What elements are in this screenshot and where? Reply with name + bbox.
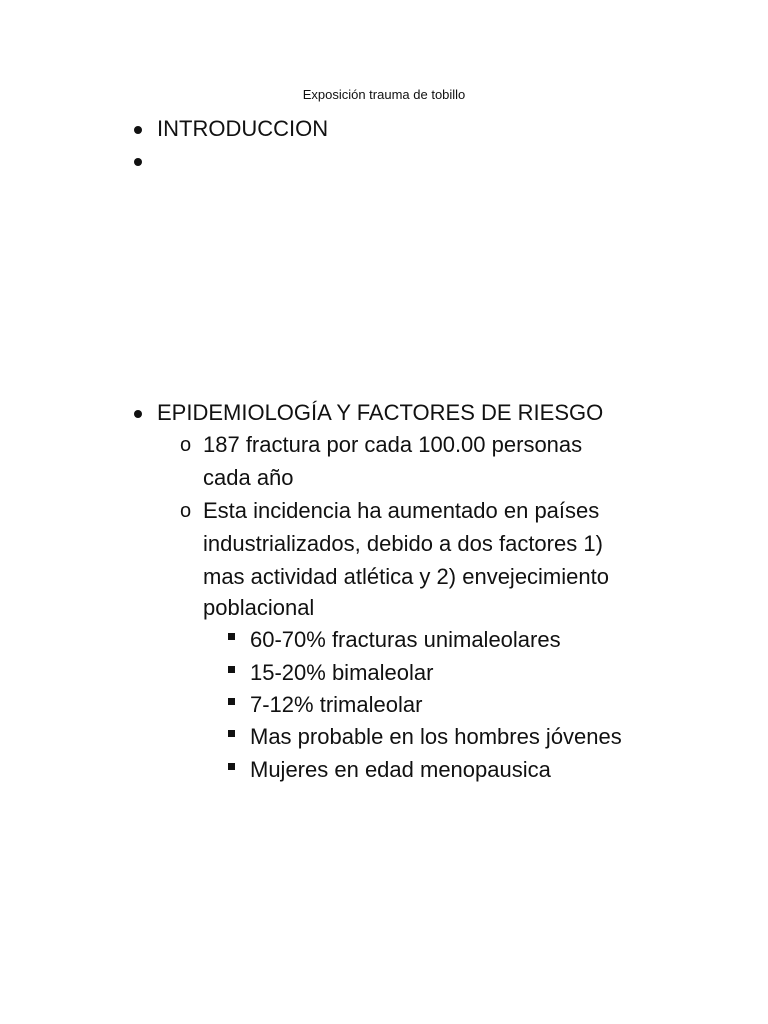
list-item-line: cada año <box>203 465 294 490</box>
sub-bullet-marker: o <box>180 434 192 456</box>
list-item-line: Esta incidencia ha aumentado en países <box>203 498 600 523</box>
list-subitem: 15-20% bimaleolar <box>250 660 434 685</box>
document-header: Exposición trauma de tobillo <box>302 87 466 102</box>
list-subitem: 7-12% trimaleolar <box>250 692 423 717</box>
list-subitem: Mas probable en los hombres jóvenes <box>250 724 622 749</box>
list-item-line: 187 fractura por cada 100.00 personas <box>203 432 583 457</box>
bullet-marker <box>134 126 142 134</box>
bullet-marker <box>134 410 142 418</box>
sub-bullet-marker: o <box>180 500 192 522</box>
section-title-introduccion: INTRODUCCION <box>157 116 329 141</box>
bullet-marker-empty <box>134 158 142 166</box>
square-bullet-marker <box>228 633 235 640</box>
square-bullet-marker <box>228 730 235 737</box>
list-subitem: Mujeres en edad menopausica <box>250 757 551 782</box>
square-bullet-marker <box>228 698 235 705</box>
square-bullet-marker <box>228 763 235 770</box>
section-title-epidemiologia: EPIDEMIOLOGÍA Y FACTORES DE RIESGO <box>157 400 604 425</box>
list-item-line: poblacional <box>203 595 315 620</box>
square-bullet-marker <box>228 666 235 673</box>
list-item-line: industrializados, debido a dos factores 1) <box>203 531 603 556</box>
list-subitem: 60-70% fracturas unimaleolares <box>250 627 561 652</box>
list-item-line: mas actividad atlética y 2) envejecimiento <box>203 564 609 589</box>
